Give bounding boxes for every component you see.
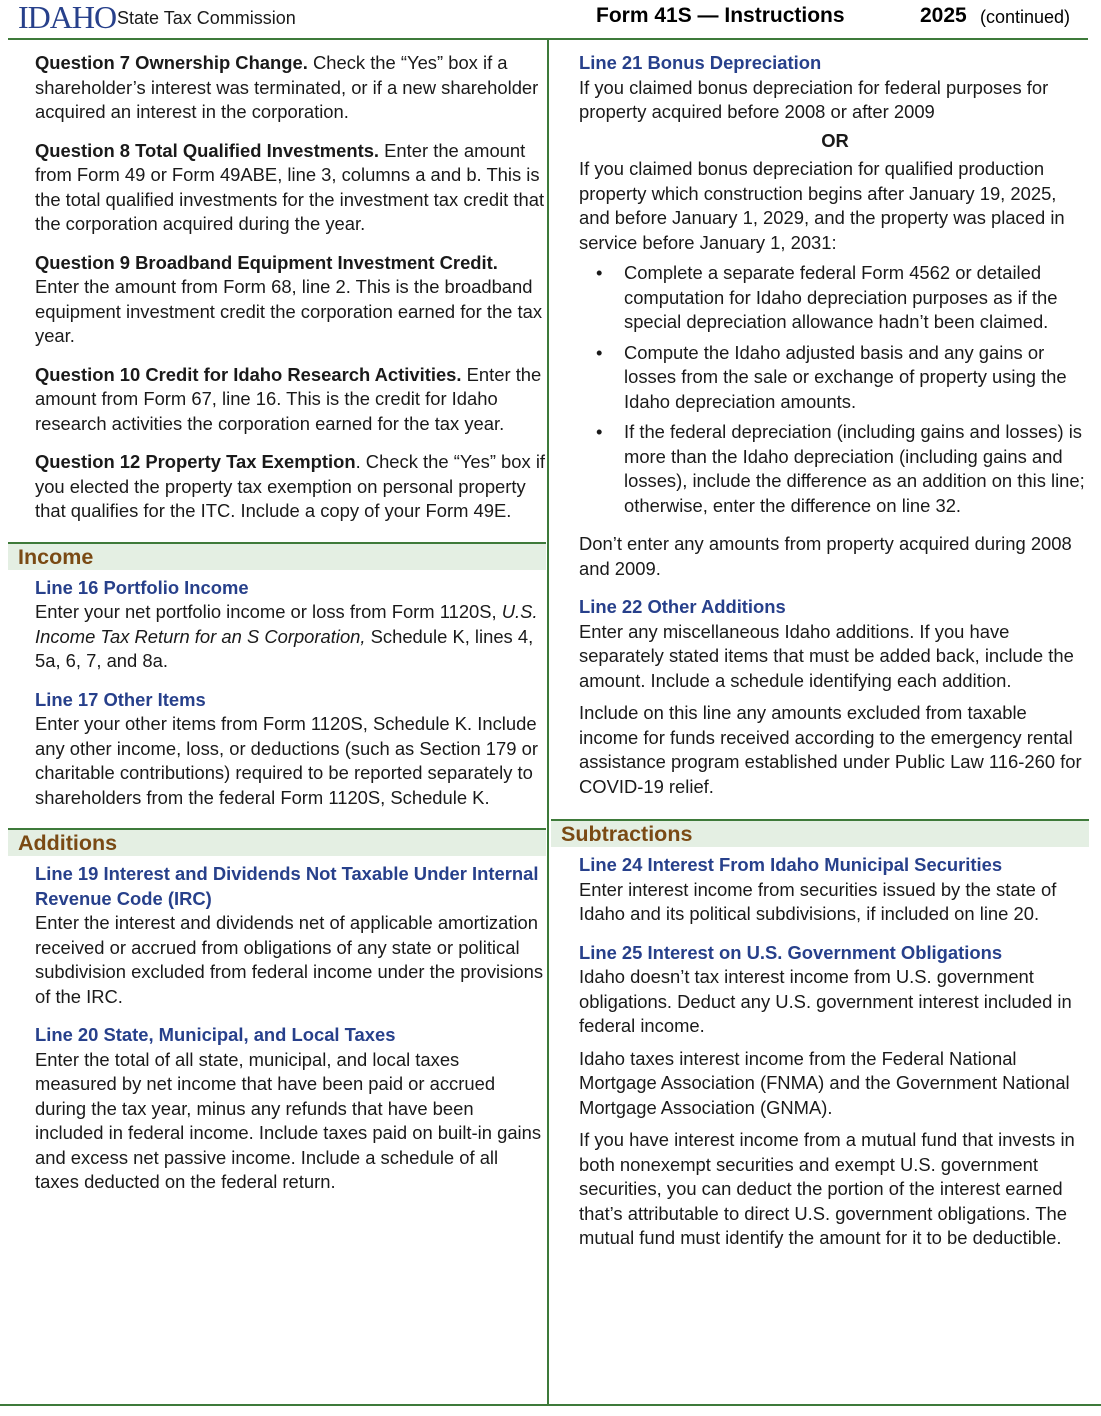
or-separator: OR — [821, 129, 849, 151]
line-19-title: Line 19 Interest and Dividends Not Taxable Under Internal Revenue Code (IRC) — [35, 863, 539, 909]
line-20-text: Enter the total of all state, municipal, and local taxes measured by net income that have been paid or accrued during the tax year, minus any refunds that have been included in federal income. Include taxes paid on built-in gains and excess net passive income. Include a schedule of all taxes deducted on the federal return. — [35, 1048, 542, 1192]
form-year: 2025 — [920, 4, 967, 27]
list-item-text: Compute the Idaho adjusted basis and any gains or losses from the sale or exchange of property using the Idaho depreciation amounts. — [624, 341, 1067, 412]
line-20 — [35, 1023, 545, 1195]
question-9-text: Enter the amount from Form 68, line 2. This is the broadband equipment investment credit the corporation earned for the tax year. — [35, 276, 543, 346]
line-17-title: Line 17 Other Items — [35, 688, 206, 710]
line-24 — [579, 853, 1091, 927]
list-item-text: Complete a separate federal Form 4562 or detailed computation for Idaho depreciation purposes as if the special depreciation allowance hadn’t been claimed. — [624, 262, 1058, 332]
list-item — [579, 341, 1094, 415]
question-9 — [35, 251, 545, 349]
question-7-text: Check the “Yes” box if a shareholder’s interest was terminated, or if a new shareholder acquired an interest in the corporation. — [35, 52, 539, 122]
question-12-text: . Check the “Yes” box if you elected the property tax exemption on personal property that qualifies for the ITC. Include a copy of your Form 49E. — [35, 451, 546, 521]
line-21-conditions: If you claimed bonus depreciation for qualified production property which construction begins after January 19, 2025, and before January 1, 2029, and the property was placed in service before January 1, 2031: — [579, 158, 1065, 253]
line-25 — [579, 941, 1091, 1039]
line-22-title: Line 22 Other Additions — [579, 596, 786, 617]
line-19 — [35, 862, 545, 1009]
line-19-text: Enter the interest and dividends net of applicable amortization received or accrued from obligations of any state or political subdivision excluded from federal income under the provisions of the IRC. — [35, 912, 544, 1007]
line-21-intro: If you claimed bonus depreciation for federal purposes for property acquired before 2008 or after 2009 — [579, 76, 1049, 122]
line-22 — [579, 595, 1091, 693]
bullet-icon: • — [596, 262, 603, 283]
line-16-title: Line 16 Portfolio Income — [35, 576, 249, 598]
line-25-text: Idaho doesn’t tax interest income from U.S. government obligations. Deduct any U.S. government interest included in federal income. — [579, 966, 1072, 1036]
page-footer — [0, 1404, 1101, 1416]
list-item — [579, 261, 1094, 335]
page-header — [0, 0, 1101, 40]
line-16-text-end: Schedule K, lines 4, 5a, 6, 7, and 8a. — [35, 625, 534, 671]
bullet-icon: • — [596, 421, 603, 442]
idaho-logo: IDAHO — [18, 0, 117, 35]
section-additions: Additions — [8, 828, 546, 856]
line-16-form-name: U.S. Income Tax Return for an S Corporation, — [35, 601, 538, 647]
line-21-closing: Don’t enter any amounts from property acquired during 2008 and 2009. — [579, 533, 1072, 579]
line-20-title: Line 20 State, Municipal, and Local Taxes — [35, 1024, 396, 1045]
list-item — [579, 420, 1094, 518]
line-16-text: Enter your net portfolio income or loss from Form 1120S, — [35, 601, 502, 622]
question-8-text: Enter the amount from Form 49 or Form 49ABE, line 3, columns a and b. This is the total qualified investments for the investment tax credit that the corporation acquired during the year. — [35, 139, 545, 234]
agency-name: State Tax Commission — [117, 8, 296, 28]
line-21-title: Line 21 Bonus Depreciation — [579, 52, 822, 73]
section-income: Income — [8, 542, 546, 570]
question-12 — [35, 450, 545, 524]
question-10-text: Enter the amount from Form 67, line 16. This is the credit for Idaho research activities the corporation earned for the tax year. — [35, 363, 542, 434]
question-10-title: Question 10 Credit for Idaho Research Activities. — [35, 363, 462, 385]
right-column — [549, 44, 1101, 1265]
question-7 — [35, 51, 545, 125]
line-17 — [35, 688, 545, 811]
left-column — [0, 44, 548, 1209]
line-21-steps — [549, 261, 1101, 518]
line-16 — [35, 576, 545, 674]
line-25-mutual-fund-note: If you have interest income from a mutual fund that invests in both nonexempt securities and exempt U.S. government securities, you can deduct the portion of the interest earned that’s attributable to direct U.S. government obligations. The mutual fund must identify the amount for it to be deductible. — [579, 1129, 1075, 1248]
line-25-fnma-note: Idaho taxes interest income from the Federal National Mortgage Association (FNMA) and the Government National Mortgage Association (GNMA). — [579, 1047, 1070, 1118]
form-title: Form 41S — Instructions — [596, 4, 845, 27]
list-item-text: If the federal depreciation (including gains and losses) is more than the Idaho depreciation (including gains and losses), include the difference as an addition on this line; otherwise, enter the difference on line 32. — [624, 421, 1085, 516]
line-22-covid-note: Include on this line any amounts excluded from taxable income for funds received according to the emergency rental assistance program established under Public Law 116-260 for COVID-19 relief. — [579, 702, 1082, 797]
section-subtractions: Subtractions — [551, 819, 1089, 847]
line-25-title: Line 25 Interest on U.S. Government Obligations — [579, 941, 1003, 963]
continued-label: (continued) — [980, 7, 1071, 27]
question-10 — [35, 363, 545, 437]
question-8-title: Question 8 Total Qualified Investments. — [35, 139, 380, 161]
bullet-icon: • — [596, 341, 603, 363]
question-9-title: Question 9 Broadband Equipment Investment Credit. — [35, 251, 498, 273]
line-24-title: Line 24 Interest From Idaho Municipal Securities — [579, 854, 1003, 875]
question-7-title: Question 7 Ownership Change. — [35, 52, 308, 73]
line-24-text: Enter interest income from securities issued by the state of Idaho and its political subdivisions, if included on line 20. — [579, 878, 1057, 924]
line-22-text: Enter any miscellaneous Idaho additions. If you have separately stated items that must be added back, include the amount. Include a schedule identifying each addition. — [579, 620, 1074, 691]
line-17-text: Enter your other items from Form 1120S, Schedule K. Include any other income, loss, or deductions (such as Section 179 or charitable contributions) required to be reported separately to shareholders from the federal Form 1120S, Schedule K. — [35, 713, 538, 808]
question-12-title: Question 12 Property Tax Exemption — [35, 451, 356, 472]
line-21 — [579, 51, 1091, 125]
question-8 — [35, 139, 545, 237]
